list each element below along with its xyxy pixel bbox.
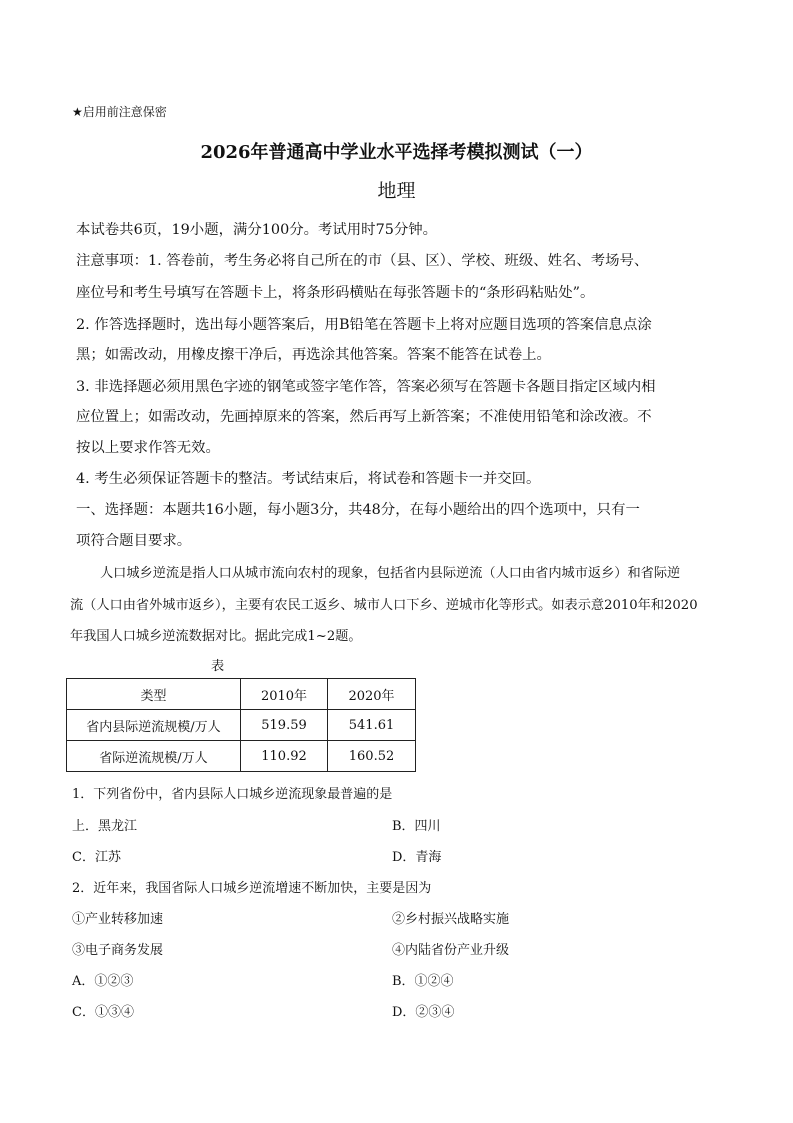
question-2-statement-3: ③电子商务发展 [72, 943, 164, 958]
question-2-option-b: B．①②④ [392, 974, 454, 989]
question-2-option-a: A．①②③ [72, 974, 134, 989]
section-1-heading-line-1: 一、选择题：本题共16小题，每小题3分，共48分，在每小题给出的四个选项中，只有一 [76, 502, 640, 518]
question-1-option-b: B．四川 [392, 819, 441, 834]
passage-line-2: 流（人口由省外城市返乡），主要有农民工返乡、城市人口下乡、逆城市化等形式。如表示意2010年和2020 [70, 598, 698, 613]
table-header-cell: 2010年 [241, 679, 328, 710]
question-1-option-a: 上．黑龙江 [72, 819, 138, 834]
table-cell: 省内县际逆流规模/万人 [67, 710, 241, 741]
question-2-statement-4: ④内陆省份产业升级 [392, 943, 510, 958]
table-header-cell: 类型 [67, 679, 241, 710]
note-3-line-1: 3. 非选择题必须用黑色字迹的钢笔或签字笔作答，答案必须写在答题卡各题目指定区域内相 [76, 379, 656, 395]
table-header-cell: 2020年 [328, 679, 416, 710]
table-cell: 110.92 [241, 741, 328, 772]
note-1-line-1: 注意事项：1. 答卷前，考生务必将自己所在的市（县、区）、学校、班级、姓名、考场号、 [76, 253, 649, 269]
table-cell: 519.59 [241, 710, 328, 741]
exam-title: 2026年普通高中学业水平选择考模拟测试（一） [200, 142, 593, 163]
note-4: 4. 考生必须保证答题卡的整洁。考试结束后，将试卷和答题卡一并交回。 [76, 471, 541, 487]
table-cell: 541.61 [328, 710, 416, 741]
table-cell: 省际逆流规模/万人 [67, 741, 241, 772]
passage-line-3: 年我国人口城乡逆流数据对比。据此完成1~2题。 [70, 629, 362, 644]
confidential-mark: ★启用前注意保密 [72, 105, 167, 119]
table-row [67, 741, 416, 772]
passage-line-1: 人口城乡逆流是指人口从城市流向农村的现象，包括省内县际逆流（人口由省内城市返乡）和省际逆 [100, 566, 681, 581]
note-1-line-2: 座位号和考生号填写在答题卡上，将条形码横贴在每张答题卡的“条形码粘贴处”。 [76, 285, 595, 301]
note-3-line-2: 应位置上；如需改动，先画掉原来的答案，然后再写上新答案；不准使用铅笔和涂改液。不 [76, 409, 652, 425]
question-2-option-c: C．①③④ [72, 1005, 134, 1020]
question-1-option-d: D．青海 [392, 850, 442, 865]
exam-overview: 本试卷共6页，19小题，满分100分。考试用时75分钟。 [76, 222, 438, 238]
table-header-row [67, 679, 416, 710]
table-cell: 160.52 [328, 741, 416, 772]
note-2-line-1: 2. 作答选择题时，选出每小题答案后，用B铅笔在答题卡上将对应题目选项的答案信息点涂 [76, 317, 652, 333]
subject-title: 地理 [377, 180, 416, 202]
note-3-line-3: 按以上要求作答无效。 [76, 440, 220, 456]
population-flow-table [66, 678, 416, 772]
question-2-statement-2: ②乡村振兴战略实施 [392, 912, 510, 927]
question-2-stem: 2．近年来，我国省际人口城乡逆流增速不断加快，主要是因为 [72, 881, 432, 896]
note-2-line-2: 黑；如需改动，用橡皮擦干净后，再选涂其他答案。答案不能答在试卷上。 [76, 347, 551, 363]
question-2-statement-1: ①产业转移加速 [72, 912, 164, 927]
table-caption: 表 [211, 659, 225, 674]
section-1-heading-line-2: 项符合题目要求。 [76, 533, 192, 549]
question-1-option-c: C．江苏 [72, 850, 121, 865]
question-2-option-d: D．②③④ [392, 1005, 455, 1020]
question-1-stem: 1．下列省份中，省内县际人口城乡逆流现象最普遍的是 [72, 787, 393, 802]
table-row [67, 710, 416, 741]
